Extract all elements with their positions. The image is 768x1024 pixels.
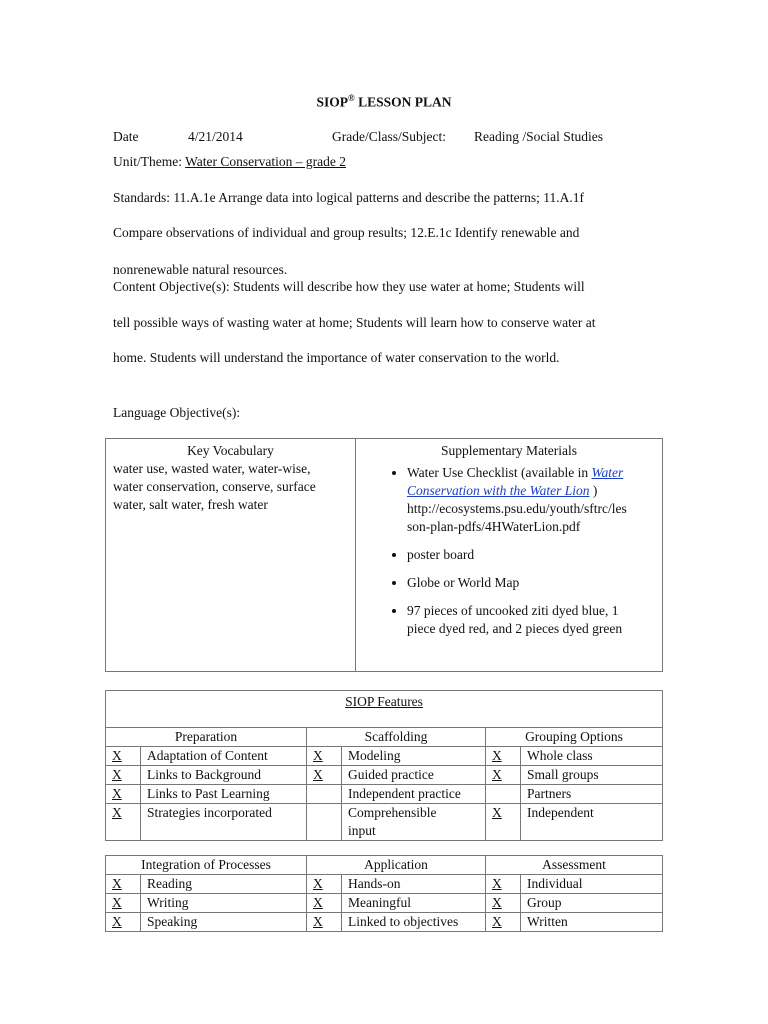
feature-label: Modeling	[342, 747, 486, 766]
check-mark: X	[307, 875, 342, 894]
check-mark: X	[307, 894, 342, 913]
ziti-line-1: 97 pieces of uncooked ziti dyed blue, 1	[407, 603, 619, 618]
process-label: Speaking	[141, 913, 307, 932]
feature-label: Strategies incorporated	[141, 804, 307, 841]
vocabulary-line-2: water conservation, conserve, surface	[113, 479, 316, 494]
unit-value: Water Conservation – grade 2	[185, 154, 346, 169]
process-table	[105, 855, 663, 932]
list-item	[407, 602, 655, 638]
page-title	[0, 93, 768, 111]
check-mark	[307, 804, 342, 841]
vocabulary-header: Key Vocabulary	[187, 443, 274, 458]
check-mark: X	[106, 747, 141, 766]
grade-label: Grade/Class/Subject:	[332, 129, 446, 144]
siop-features-title: SIOP Features	[106, 691, 663, 728]
process-label: Group	[521, 894, 663, 913]
unit-label: Unit/Theme:	[113, 154, 182, 169]
check-mark: X	[106, 875, 141, 894]
materials-table	[105, 438, 663, 672]
checklist-text: Water Use Checklist (available in	[407, 465, 592, 480]
content-objective-line-2: tell possible ways of wasting water at home; Students will learn how to conserve water at	[113, 315, 596, 330]
supplementary-list	[363, 464, 655, 638]
col-header-assessment: Assessment	[486, 856, 663, 875]
check-mark: X	[486, 766, 521, 785]
check-mark: X	[486, 875, 521, 894]
feature-label: Partners	[521, 785, 663, 804]
check-mark: X	[106, 785, 141, 804]
list-item	[407, 464, 655, 536]
check-mark: X	[106, 766, 141, 785]
col-header-grouping: Grouping Options	[486, 728, 663, 747]
checklist-url-1: http://ecosystems.psu.edu/youth/sftrc/les	[407, 501, 627, 516]
process-label: Hands-on	[342, 875, 486, 894]
feature-label: Whole class	[521, 747, 663, 766]
check-mark	[307, 785, 342, 804]
checklist-url-2: son-plan-pdfs/4HWaterLion.pdf	[407, 519, 581, 534]
feature-label-line-2: input	[348, 823, 376, 838]
supplementary-cell	[356, 439, 663, 672]
water-lion-link-cont[interactable]: Conservation with the Water Lion	[407, 483, 590, 498]
check-mark	[486, 785, 521, 804]
vocabulary-line-3: water, salt water, fresh water	[113, 497, 268, 512]
table-row	[106, 766, 663, 785]
date-label: Date	[113, 129, 139, 144]
content-objective-line-1: Content Objective(s): Students will describe how they use water at home; Students will	[113, 279, 585, 294]
check-mark: X	[307, 766, 342, 785]
check-mark: X	[307, 913, 342, 932]
standards-line-2: Compare observations of individual and group results; 12.E.1c Identify renewable and	[113, 225, 580, 240]
ziti-line-2: piece dyed red, and 2 pieces dyed green	[407, 621, 623, 636]
registered-mark: ®	[348, 93, 355, 103]
feature-label: Independent	[521, 804, 663, 841]
check-mark: X	[486, 747, 521, 766]
check-mark: X	[486, 804, 521, 841]
water-lion-link[interactable]: Water	[591, 465, 624, 480]
feature-label: Adaptation of Content	[141, 747, 307, 766]
feature-label: Small groups	[521, 766, 663, 785]
process-label: Writing	[141, 894, 307, 913]
feature-label-line-1: Comprehensible	[348, 805, 437, 820]
table-row	[106, 804, 663, 841]
supplementary-header: Supplementary Materials	[440, 443, 578, 458]
vocabulary-cell	[106, 439, 356, 672]
check-mark: X	[486, 894, 521, 913]
table-row	[106, 894, 663, 913]
standards-line-3: nonrenewable natural resources.	[113, 262, 288, 277]
content-objective-line-3: home. Students will understand the importance of water conservation to the world.	[113, 350, 560, 365]
table-row	[106, 747, 663, 766]
feature-label	[342, 804, 486, 841]
check-mark: X	[106, 894, 141, 913]
table-row	[106, 913, 663, 932]
title-siop: SIOP	[316, 94, 348, 110]
feature-label: Links to Past Learning	[141, 785, 307, 804]
table-row	[106, 875, 663, 894]
col-header-integration: Integration of Processes	[106, 856, 307, 875]
feature-label: Guided practice	[342, 766, 486, 785]
col-header-preparation: Preparation	[106, 728, 307, 747]
check-mark: X	[106, 913, 141, 932]
standards-line-1: Standards: 11.A.1e Arrange data into logical patterns and describe the patterns; 11.A.1f	[113, 190, 584, 205]
process-label: Individual	[521, 875, 663, 894]
checklist-close-paren: )	[589, 483, 598, 498]
language-objective-label: Language Objective(s):	[113, 405, 241, 420]
title-lesson-plan: LESSON PLAN	[354, 94, 452, 110]
feature-label: Independent practice	[342, 785, 486, 804]
process-label: Written	[521, 913, 663, 932]
feature-label: Links to Background	[141, 766, 307, 785]
process-label: Meaningful	[342, 894, 486, 913]
process-label: Linked to objectives	[342, 913, 486, 932]
table-row	[106, 785, 663, 804]
unit-theme	[113, 154, 346, 170]
check-mark: X	[307, 747, 342, 766]
col-header-application: Application	[307, 856, 486, 875]
list-item: • Globe or World Map	[407, 574, 655, 592]
date-value: 4/21/2014	[188, 129, 243, 144]
grade-value: Reading /Social Studies	[474, 129, 603, 144]
siop-features-table	[105, 690, 663, 841]
check-mark: X	[106, 804, 141, 841]
vocabulary-line-1: water use, wasted water, water-wise,	[113, 461, 311, 476]
col-header-scaffolding: Scaffolding	[307, 728, 486, 747]
list-item: • poster board	[407, 546, 655, 564]
check-mark: X	[486, 913, 521, 932]
process-label: Reading	[141, 875, 307, 894]
